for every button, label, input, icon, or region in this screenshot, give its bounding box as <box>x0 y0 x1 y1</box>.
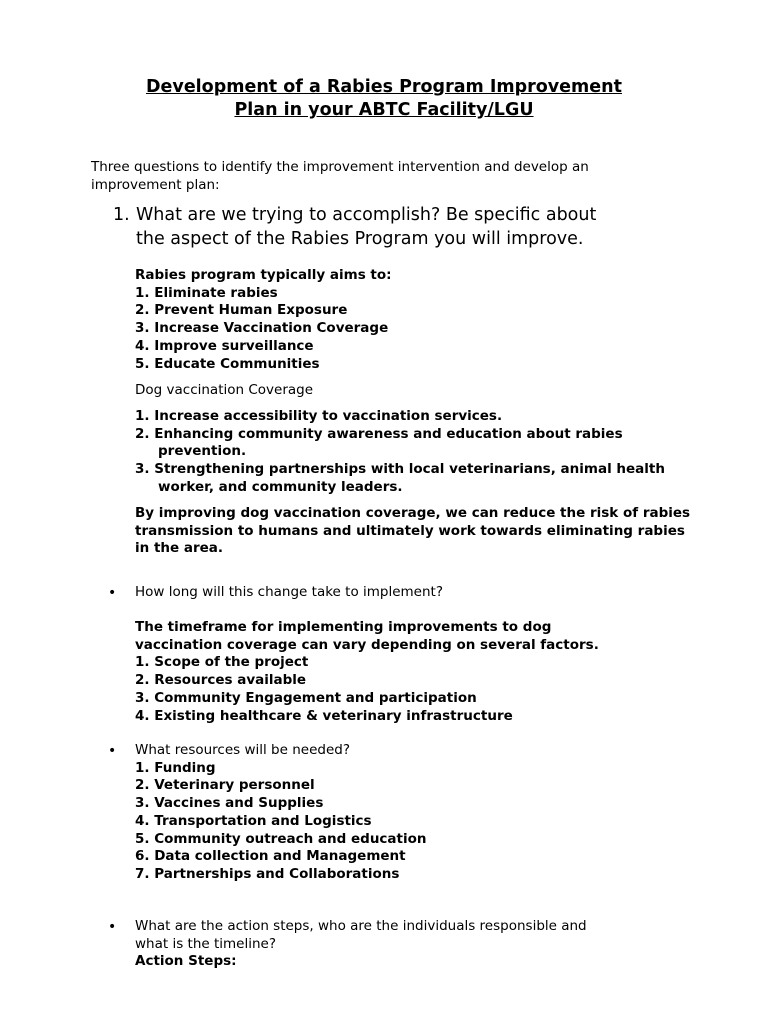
bullet-icon: • <box>108 743 117 759</box>
action-steps-heading: Action Steps: <box>135 953 237 970</box>
list-item: 6. Data collection and Management <box>135 848 406 865</box>
list-item: 3. Vaccines and Supplies <box>135 795 324 812</box>
title-line-1: Development of a Rabies Program Improvement <box>146 77 622 97</box>
list-item: 3. Strengthening partnerships with local veterinarians, animal health worker, and community leaders. <box>135 461 665 495</box>
resources-section <box>135 742 695 884</box>
list-item: 1. Scope of the project <box>135 654 309 671</box>
dog-vaccination-heading: Dog vaccination Coverage <box>135 382 314 398</box>
list-item: 2. Veterinary personnel <box>135 777 315 794</box>
list-item: 4. Improve surveillance <box>135 337 314 354</box>
list-item: 3. Community Engagement and participation <box>135 689 477 706</box>
question-action-line-1: What are the action steps, who are the individuals responsible and <box>135 918 587 934</box>
dog-vaccination-summary: By improving dog vaccination coverage, we can reduce the risk of rabies transmission to humans and ultimately work towards eliminating rabies in the area. <box>135 505 691 557</box>
list-item: 5. Educate Communities <box>135 355 320 372</box>
question-1 <box>136 203 696 251</box>
list-item: 2. Prevent Human Exposure <box>135 302 348 319</box>
question-resources: What resources will be needed? <box>135 742 351 758</box>
bullet-icon: • <box>108 585 117 601</box>
bullet-icon: • <box>108 919 117 935</box>
aims-heading: Rabies program typically aims to: <box>135 267 392 283</box>
list-item: 3. Increase Vaccination Coverage <box>135 320 389 337</box>
document-title <box>0 76 768 122</box>
question-1-line-1: What are we trying to accomplish? Be specific about <box>136 205 597 225</box>
list-item: 4. Existing healthcare & veterinary infrastructure <box>135 707 513 724</box>
timeframe-line-1: The timeframe for implementing improvements to dog <box>135 619 552 635</box>
timeframe-line-2: vaccination coverage can vary depending on several factors. <box>135 636 599 653</box>
question-how-long: How long will this change take to implement? <box>135 584 443 600</box>
list-item: 1. Funding <box>135 759 216 776</box>
intro-line-2: improvement plan: <box>91 177 220 193</box>
question-action-line-2: what is the timeline? <box>135 935 277 952</box>
list-item: 2. Enhancing community awareness and education about rabies prevention. <box>135 425 623 460</box>
aims-list <box>135 267 695 373</box>
list-item: 2. Resources available <box>135 672 307 689</box>
question-1-number: 1. <box>113 205 130 225</box>
intro-line-1: Three questions to identify the improvement intervention and develop an <box>91 159 589 175</box>
list-item: 4. Transportation and Logistics <box>135 812 372 829</box>
list-item: 1. Increase accessibility to vaccination services. <box>135 408 503 424</box>
intro-paragraph <box>91 158 691 194</box>
title-line-2: Plan in your ABTC Facility/LGU <box>234 100 534 120</box>
question-1-line-2: the aspect of the Rabies Program you will improve. <box>136 229 584 249</box>
action-section <box>135 918 695 971</box>
dog-vaccination-list <box>135 408 675 497</box>
list-item: 1. Eliminate rabies <box>135 284 278 301</box>
list-item: 7. Partnerships and Collaborations <box>135 865 400 882</box>
list-item: 5. Community outreach and education <box>135 830 427 847</box>
timeframe-answer <box>135 619 695 725</box>
